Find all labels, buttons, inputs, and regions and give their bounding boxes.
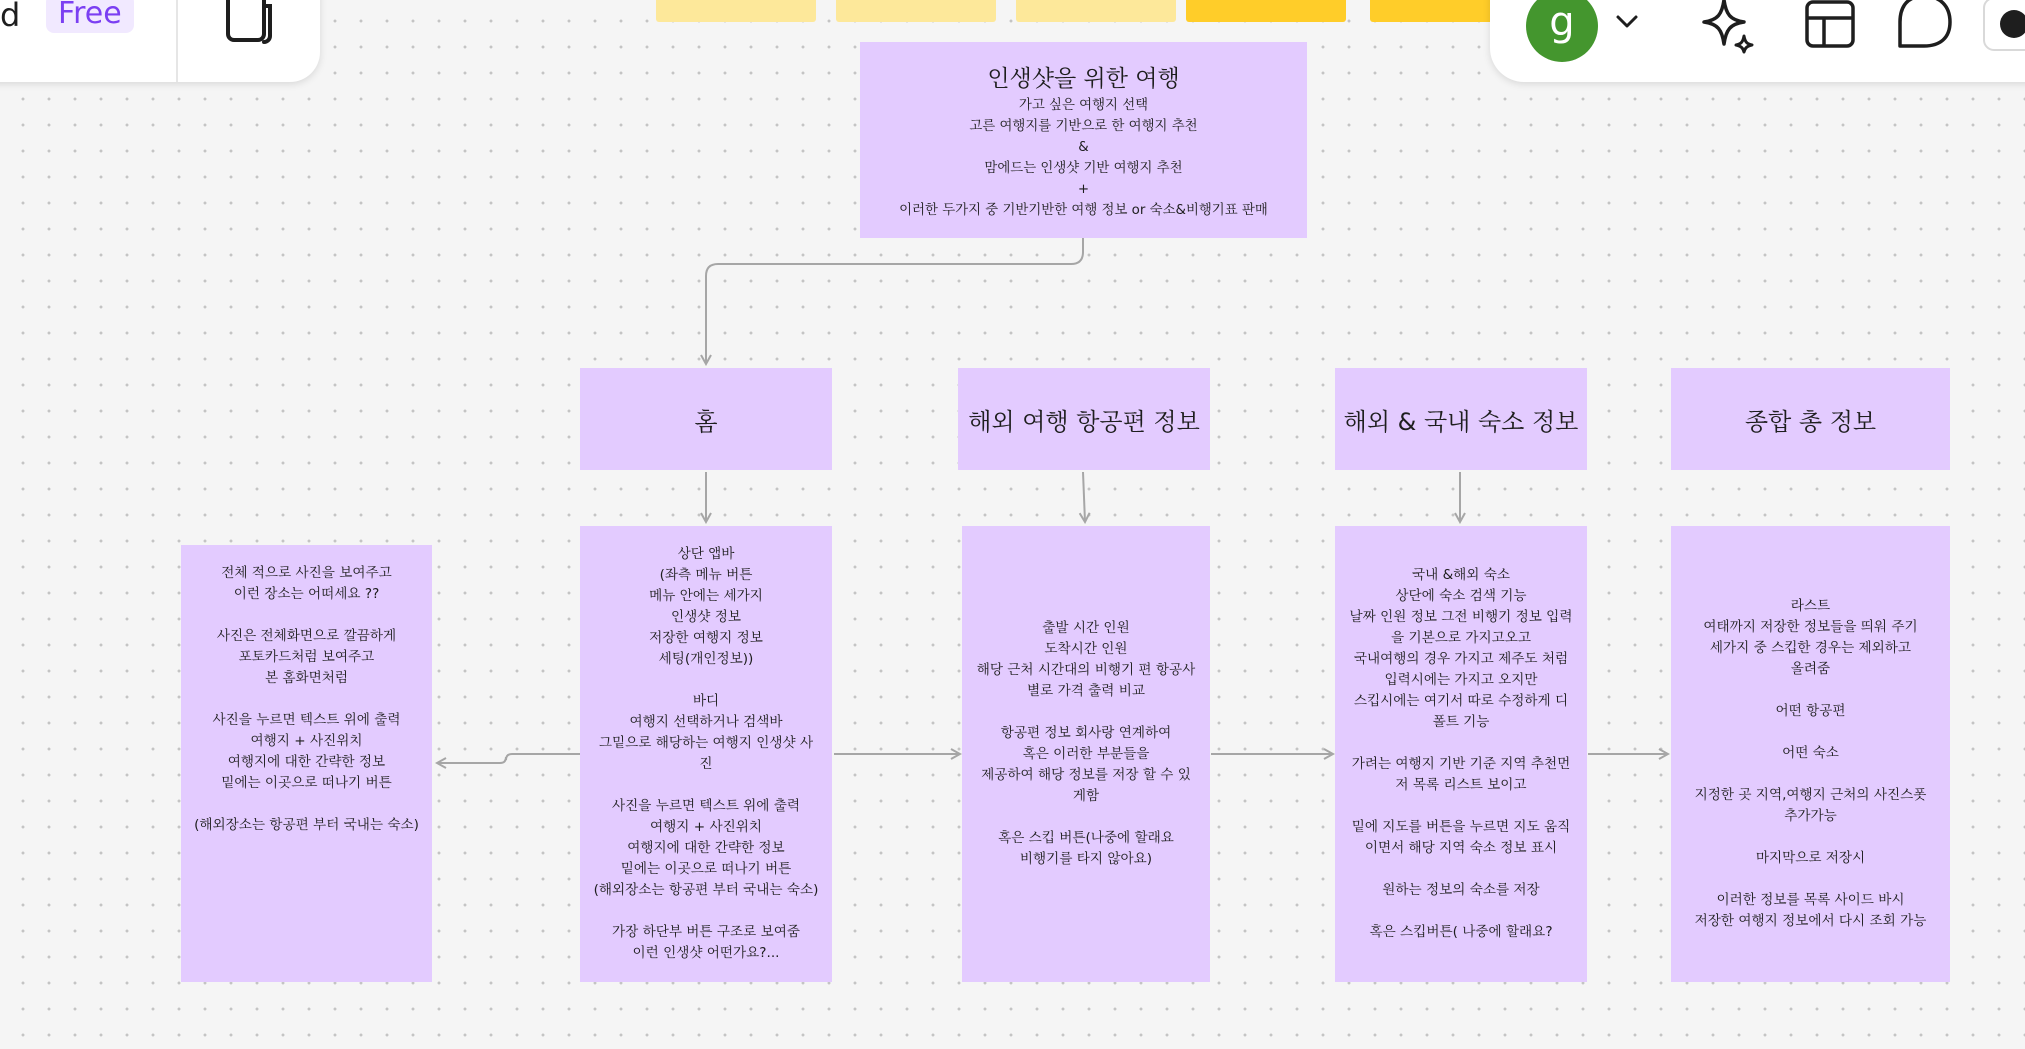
connector-top-to-home bbox=[706, 238, 1083, 364]
header-node-home[interactable] bbox=[580, 368, 832, 470]
header-node-summary-title: 종합 총 정보 bbox=[1744, 407, 1877, 436]
header-node-lodging[interactable] bbox=[1335, 368, 1587, 470]
detail-node-lodging-text: 국내 &해외 숙소 상단에 숙소 검색 기능 날짜 인원 정보 그전 비행기 정보 입력 을 기본으로 가지고오고 국내여행의 경우 가지고 제주도 처럼 입력시에는 가지고 오지만 스킵시에는 여기서 따로 수정하게 디 폴트 기능 가려는 여행지 기반 기준 지역 추천먼 저 목록 리스트 보이고 밑에 지도를 버튼을 누르면 지도 움직 이면서 해당 지역 숙소 정보 표시 원하는 정보의 숙소를 저장 혹은 스킵버튼( 나중에 할래요? bbox=[1349, 567, 1573, 940]
header-node-home-title: 홈 bbox=[694, 407, 718, 436]
user-avatar[interactable]: g bbox=[1526, 0, 1598, 62]
connector-flight-header-to-detail bbox=[1083, 472, 1085, 522]
header-node-flight-title: 해외 여행 항공편 정보 bbox=[968, 407, 1200, 436]
detail-node-home-side[interactable] bbox=[181, 545, 432, 982]
detail-node-summary-text: 라스트 여태까지 저장한 정보들을 띄워 주기 세가지 중 스킵한 경우는 제외하고 올려줌 어떤 항공편 어떤 숙소 지정한 곳 지역,여행지 근처의 사진스폿 추가가능 마지막으로 저장시 이러한 정보를 목록 사이드 바시 저장한 여행지 정보에서 다시 조회 가능 bbox=[1694, 598, 1927, 929]
detail-node-flight-text: 출발 시간 인원 도착시간 인원 해당 근처 시간대의 비행기 편 항공사 별로 가격 출력 비교 항공편 정보 회사랑 연계하여 혹은 이러한 부분들을 제공하여 해당 정보를 저장 할 수 있 게함 혹은 스킵 버튼(나중에 할래요 비행기를 타지 않아요) bbox=[976, 620, 1196, 867]
detail-node-home[interactable] bbox=[580, 526, 832, 982]
detail-node-home-side-text: 전체 적으로 사진을 보여주고 이런 장소는 어떠세요 ?? 사진은 전체화면으로 깔끔하게 포토카드처럼 보여주고 본 홈화면처럼 사진을 누르면 텍스트 위에 출력 여행지 + 사진위치 여행지에 대한 간략한 정보 밑에는 이곳으로 떠나기 버튼 (해외장소는 항공편 부터 국내는 숙소) bbox=[194, 565, 419, 833]
header-node-flight[interactable] bbox=[958, 368, 1210, 470]
detail-node-flight[interactable] bbox=[962, 526, 1210, 982]
detail-node-lodging[interactable] bbox=[1335, 526, 1587, 982]
connector-home-to-side bbox=[437, 754, 580, 763]
top-node-main-concept[interactable] bbox=[860, 42, 1307, 238]
detail-node-summary[interactable] bbox=[1671, 526, 1950, 982]
plan-name-fragment: d bbox=[0, 0, 21, 34]
top-node-body: 가고 싶은 여행지 선택 고른 여행지를 기반으로 한 여행지 추천 & 맘에드는 인생샷 기반 여행지 추천 + 이러한 두가지 중 기반기반한 여행 정보 or 숙소&비행기표 판매 bbox=[899, 97, 1268, 218]
plan-badge[interactable]: Free bbox=[46, 0, 134, 33]
top-node-title: 인생샷을 위한 여행 bbox=[987, 65, 1180, 92]
header-node-lodging-title: 해외 & 국내 숙소 정보 bbox=[1343, 407, 1579, 436]
detail-node-home-text: 상단 앱바 (좌측 메뉴 버튼 메뉴 안에는 세가지 인생샷 정보 저장한 여행지 정보 세팅(개인정보)) 바디 여행지 선택하거나 검색바 그밑으로 해당하는 여행지 인생샷 사 진 사진을 누르면 텍스트 위에 출력 여행지 + 사진위치 여행지에 대한 간략한 정보 밑에는 이곳으로 떠나기 버튼 (해외장소는 항공편 부터 국내는 숙소) 가장 하단부 버튼 구조로 보여줌 이런 인생샷 어떤가요?... bbox=[593, 546, 819, 961]
header-node-summary[interactable] bbox=[1671, 368, 1950, 470]
